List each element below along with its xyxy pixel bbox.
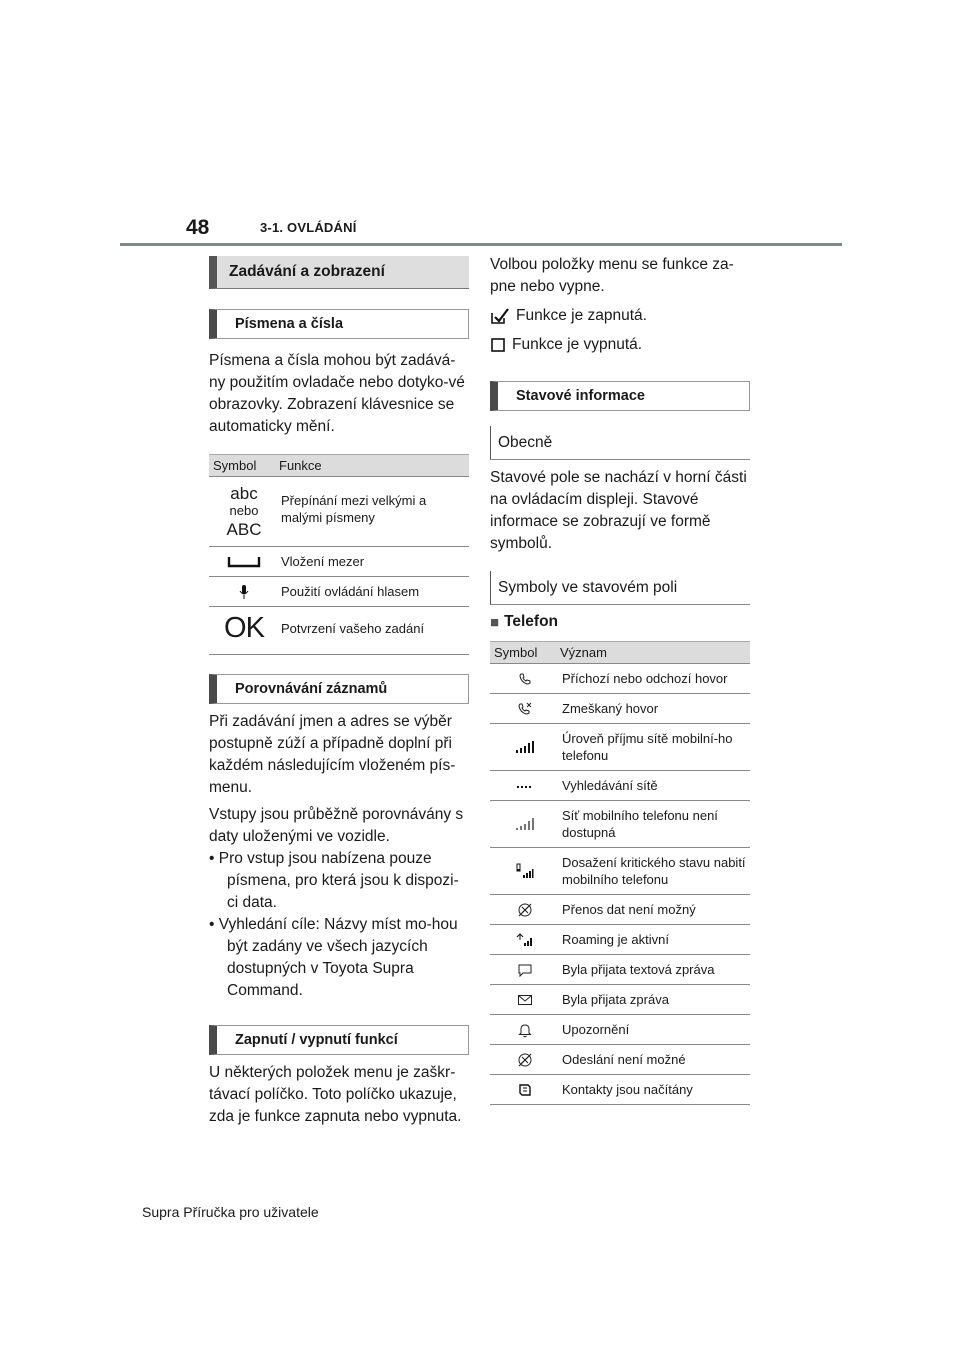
right-column (490, 254, 750, 1105)
table-row (490, 664, 750, 694)
ok-icon: OK (224, 612, 264, 644)
row-text: Příchozí nebo odchozí hovor (560, 664, 750, 694)
table-row (490, 955, 750, 985)
compare-paragraph-1: Při zadávání jmen a adres se výběr postupně zúží a případně doplní při každém následujícím vloženém pís-menu. (209, 713, 456, 796)
row-text: Roaming je aktivní (560, 925, 750, 955)
roaming-icon (516, 933, 534, 947)
row-text: Odeslání není možné (560, 1045, 750, 1075)
page-number: 48 (186, 216, 210, 239)
contacts-loading-icon (517, 1082, 533, 1098)
table-row (490, 848, 750, 895)
checked-line (490, 305, 750, 327)
row-text: Dosažení kritického stavu nabití mobilního telefonu (560, 848, 750, 895)
subheading-toggle-functions: Zapnutí / vypnutí funkcí (209, 1025, 469, 1055)
header-symbol: Symbol (490, 642, 560, 664)
menu-toggle-paragraph: Volbou položky menu se funkce za-pne nebo vypne. (490, 256, 734, 295)
table-header-row (490, 642, 750, 664)
message-icon (517, 994, 533, 1006)
toggle-paragraph: U některých položek menu je zaškr-távací políčko. Toto políčko ukazuje, zda je funkce zapnuta nebo vypnuta. (209, 1064, 462, 1125)
space-icon (227, 555, 261, 569)
row-text: Úroveň příjmu sítě mobilní-ho telefonu (560, 724, 750, 771)
bullet-item: • Vyhledání cíle: Názvy míst mo-hou být zadány ve všech jazycích dostupných v Toyota Supra Command. (209, 916, 458, 999)
sms-icon (517, 963, 533, 977)
checked-text: Funkce je zapnutá. (516, 307, 647, 324)
row-text: Přepínání mezi velkými a malými písmeny (279, 477, 469, 547)
row-text: Zmeškaný hovor (560, 694, 750, 724)
row-text: Upozornění (560, 1015, 750, 1045)
battery-critical-icon (516, 863, 534, 879)
left-column (209, 256, 469, 1128)
checkbox-checked-icon (490, 307, 510, 325)
table-row (209, 607, 469, 655)
footer-text: Supra Příručka pro uživatele (142, 1204, 319, 1220)
table-row (490, 694, 750, 724)
table-row (490, 1045, 750, 1075)
square-bullet-icon: ■ (490, 613, 500, 631)
abc-case-icon: abc nebo ABC (226, 484, 262, 539)
table-row (209, 577, 469, 607)
missed-call-icon (517, 702, 533, 716)
status-paragraph: Stavové pole se nachází v horní části na ovládacím displeji. Stavové informace se zobrazují ve formě symbolů. (490, 469, 747, 552)
unchecked-line (490, 334, 750, 356)
subheading-letters-numbers: Písmena a čísla (209, 309, 469, 339)
subheading-status-info: Stavové informace (490, 381, 750, 411)
row-text: Použití ovládání hlasem (279, 577, 469, 607)
header-rule (120, 243, 842, 246)
compare-paragraph-2: Vstupy jsou průběžně porovnávány s daty uloženými ve vozidle. (209, 806, 464, 845)
table-row (490, 1075, 750, 1105)
phone-call-icon (518, 672, 532, 686)
send-blocked-icon (517, 1052, 533, 1068)
table-row (490, 895, 750, 925)
header-symbol: Symbol (209, 455, 279, 477)
input-symbols-table (209, 454, 469, 655)
unchecked-text: Funkce je vypnutá. (512, 336, 643, 353)
letters-paragraph: Písmena a čísla mohou být zadává-ny použitím ovladače nebo dotyko-vé obrazovky. Zobrazení klávesnice se automaticky mění. (209, 352, 465, 435)
table-row (490, 925, 750, 955)
microphone-icon (238, 584, 250, 600)
table-row (490, 724, 750, 771)
row-text: Potvrzení vašeho zadání (279, 607, 469, 655)
row-text: Byla přijata textová zpráva (560, 955, 750, 985)
row-text: Vyhledávání sítě (560, 771, 750, 801)
row-text: Přenos dat není možný (560, 895, 750, 925)
telefon-title: ■ Telefon (490, 613, 559, 631)
table-row (209, 477, 469, 547)
signal-unavailable-icon (515, 817, 535, 831)
table-row (490, 1015, 750, 1045)
status-symbols-table (490, 641, 750, 1105)
row-text: Byla přijata zpráva (560, 985, 750, 1015)
header-meaning: Význam (560, 642, 750, 664)
heading-status-symbols: Symboly ve stavovém poli (490, 571, 750, 605)
checkbox-unchecked-icon (491, 338, 505, 352)
bullet-item: • Pro vstup jsou nabízena pouze písmena, pro která jsou k dispozi-ci data. (209, 850, 459, 911)
section-heading-input-display: Zadávání a zobrazení (209, 256, 469, 289)
heading-general: Obecně (490, 426, 750, 460)
network-search-icon (516, 783, 534, 789)
table-row (490, 801, 750, 848)
table-row (490, 771, 750, 801)
row-text: Vložení mezer (279, 547, 469, 577)
table-row (490, 985, 750, 1015)
bell-icon (518, 1022, 532, 1038)
data-unavailable-icon (517, 902, 533, 918)
signal-full-icon (515, 740, 535, 754)
table-row (209, 547, 469, 577)
header-function: Funkce (279, 455, 469, 477)
row-text: Síť mobilního telefonu není dostupná (560, 801, 750, 848)
subheading-compare-records: Porovnávání záznamů (209, 674, 469, 704)
chapter-title: 3-1. OVLÁDÁNÍ (260, 220, 357, 235)
table-header-row (209, 455, 469, 477)
row-text: Kontakty jsou načítány (560, 1075, 750, 1105)
